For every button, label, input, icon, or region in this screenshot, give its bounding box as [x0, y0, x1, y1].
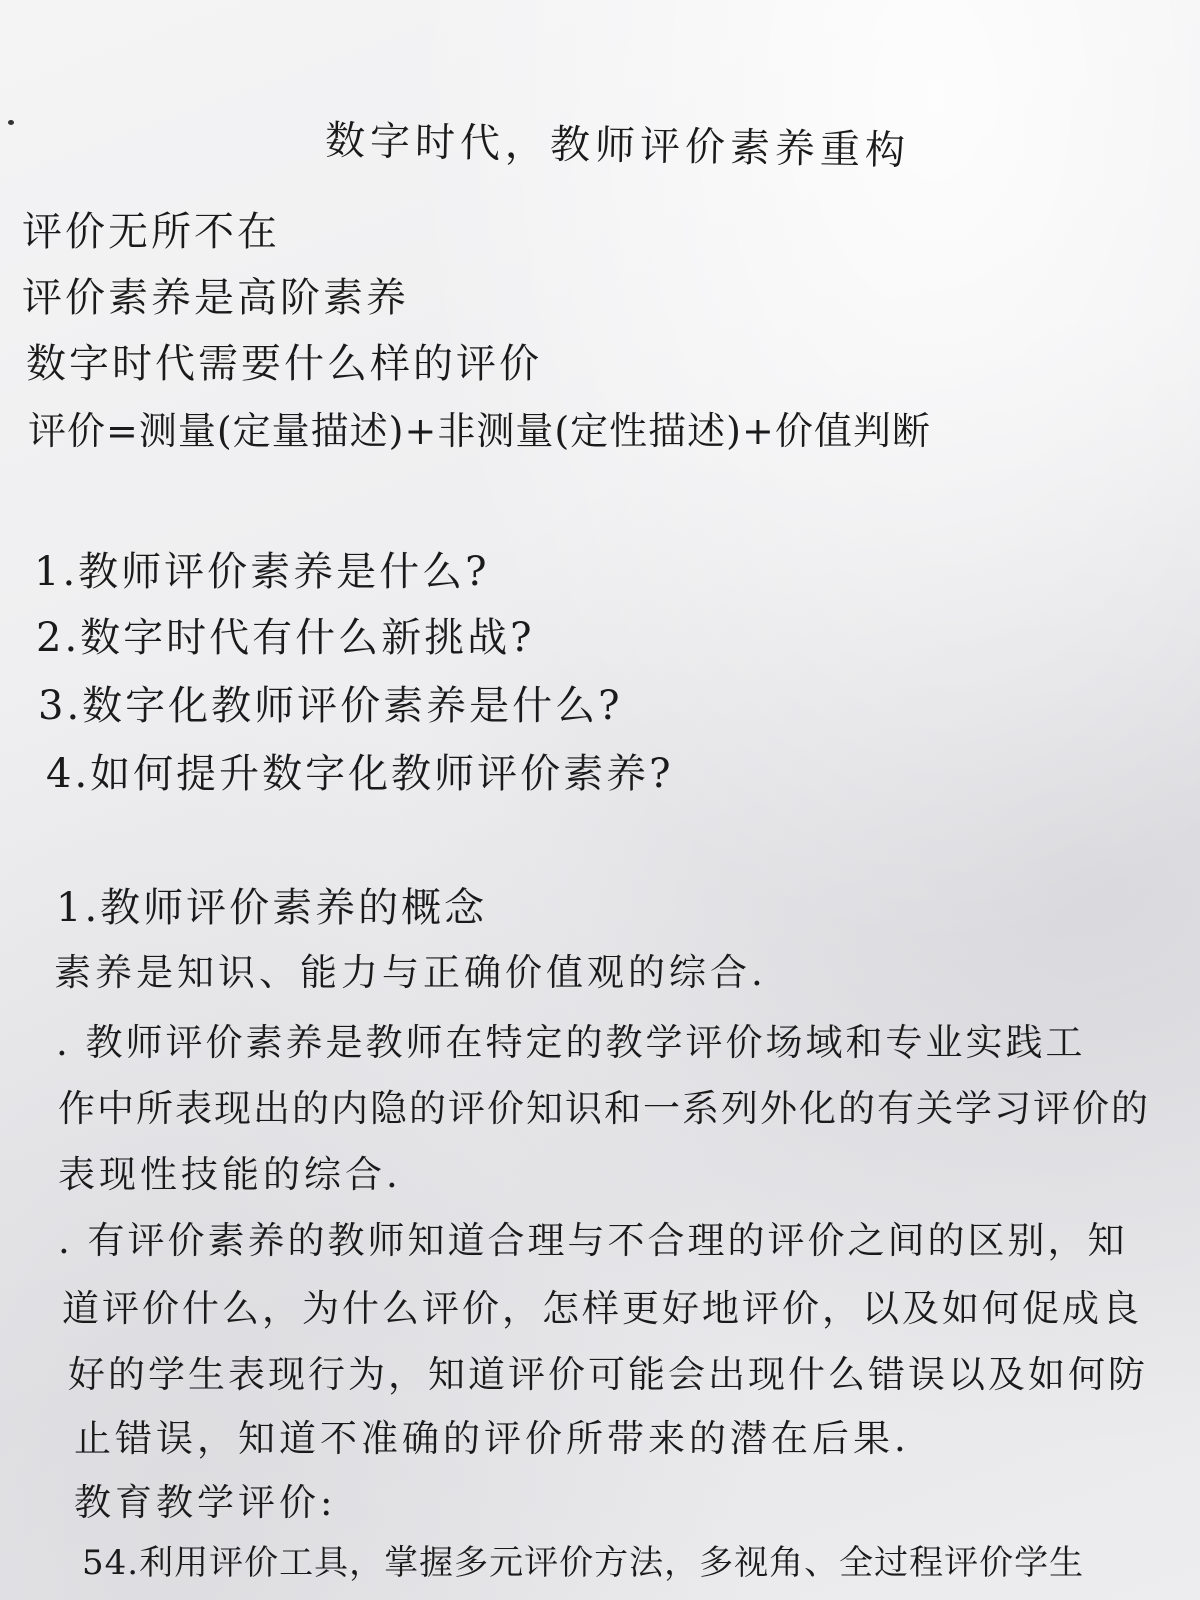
- intro-line: 评价无所不在: [22, 209, 280, 255]
- question-item: 4.如何提升数字化教师评价素养?: [46, 751, 674, 797]
- body-line: . 有评价素养的教师知道合理与不合理的评价之间的区别，知: [58, 1219, 1128, 1262]
- body-line: 止错误，知道不准确的评价所带来的潜在后果.: [74, 1417, 910, 1460]
- body-line: . 教师评价素养是教师在特定的教学评价场域和专业实践工: [56, 1021, 1086, 1064]
- intro-line: 评价=测量(定量描述)+非测量(定性描述)+价值判断: [28, 409, 931, 453]
- question-item: 1.教师评价素养是什么?: [34, 549, 490, 595]
- intro-line: 评价素养是高阶素养: [22, 275, 409, 321]
- body-line: 表现性技能的综合.: [58, 1153, 402, 1196]
- question-item: 2.数字时代有什么新挑战?: [36, 615, 535, 661]
- ink-dot: [8, 120, 14, 125]
- body-line: 54.利用评价工具，掌握多元评价方法，多视角、全过程评价学生: [82, 1543, 1085, 1583]
- body-line: 素养是知识、能力与正确价值观的综合.: [54, 951, 767, 994]
- question-item: 3.数字化教师评价素养是什么?: [38, 683, 623, 729]
- section-heading: 1.教师评价素养的概念: [56, 885, 488, 931]
- body-line: 教育教学评价:: [74, 1481, 337, 1524]
- body-line: 作中所表现出的内隐的评价知识和一系列外化的有关学习评价的: [58, 1087, 1150, 1130]
- page-title: 数字时代，教师评价素养重构: [324, 117, 911, 175]
- body-line: 道评价什么，为什么评价，怎样更好地评价，以及如何促成良: [62, 1287, 1142, 1330]
- body-line: 好的学生表现行为，知道评价可能会出现什么错误以及如何防: [68, 1353, 1148, 1396]
- intro-line: 数字时代需要什么样的评价: [26, 341, 542, 387]
